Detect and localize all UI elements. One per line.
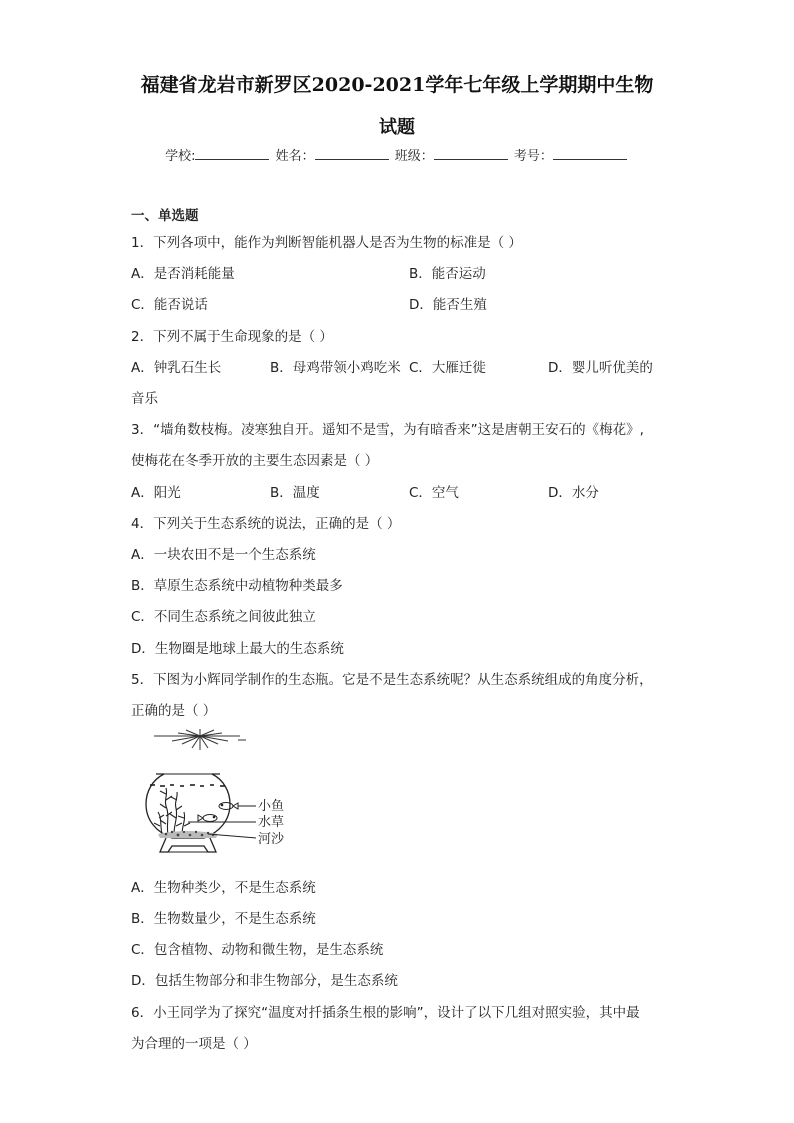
q4-option-b[interactable]: B．草原生态系统中动植物种类最多 [131,578,343,594]
q5-stem-line1: 5．下图为小辉同学制作的生态瓶。它是不是生态系统呢？从生态系统组成的角度分析， [131,672,653,688]
q4-stem: 4．下列关于生态系统的说法，正确的是（ ） [131,516,401,532]
label-grass: 水草 [258,815,285,830]
exam-title-line1: 福建省龙岩市新罗区2020-2021学年七年级上学期期中生物 [140,74,654,96]
q3-option-a[interactable]: A．阳光 [131,485,181,501]
q3-option-d[interactable]: D．水分 [548,485,599,501]
school-blank[interactable] [195,147,269,160]
eco-bottle-figure [138,728,308,863]
q2-option-d-continued: 音乐 [131,391,158,407]
q2-option-b[interactable]: B．母鸡带领小鸡吃米 [270,360,401,376]
q4-option-c[interactable]: C．不同生态系统之间彼此独立 [131,609,316,625]
q1-option-c[interactable]: C．能否说话 [131,297,208,313]
q3-stem-line2: 使梅花在冬季开放的主要生态因素是（ ） [131,453,379,469]
q1-option-a[interactable]: A．是否消耗能量 [131,266,235,282]
q3-stem-line1: 3．“墙角数枝梅。凌寒独自开。遥知不是雪，为有暗香来”这是唐朝王安石的《梅花》, [131,422,644,438]
school-label: 学校: [165,149,196,164]
label-sand: 河沙 [258,832,285,847]
q2-option-d[interactable]: D．婴儿听优美的 [548,360,653,376]
q1-option-d[interactable]: D．能否生殖 [409,297,487,313]
q2-stem: 2．下列不属于生命现象的是（ ） [131,329,333,345]
q3-option-b[interactable]: B．温度 [270,485,320,501]
q3-option-c[interactable]: C．空气 [409,485,459,501]
water-grass-icon [154,788,190,834]
exam-title-line2: 试题 [379,117,415,138]
name-label: 姓名： [275,149,315,164]
q6-stem-line1: 6．小王同学为了探究“温度对扦插条生根的影响”，设计了以下几组对照实验，其中最 [131,1005,640,1021]
q2-option-c[interactable]: C．大雁迁徙 [409,360,486,376]
q4-option-d[interactable]: D．生物圈是地球上最大的生态系统 [131,641,344,657]
sun-icon [154,729,246,750]
student-info-row [0,145,794,164]
fish-icon [198,803,238,822]
q1-stem: 1．下列各项中，能作为判断智能机器人是否为生物的标准是（ ） [131,235,522,251]
name-blank[interactable] [315,147,389,160]
q4-option-a[interactable]: A．一块农田不是一个生态系统 [131,547,316,563]
section-title: 一、单选题 [131,208,199,224]
class-blank[interactable] [434,147,508,160]
q5-option-c[interactable]: C．包含植物、动物和微生物，是生态系统 [131,942,384,958]
q6-stem-line2: 为合理的一项是（ ） [131,1036,257,1052]
q2-option-a[interactable]: A．钟乳石生长 [131,360,222,376]
water-surface [150,785,225,786]
number-label: 考号： [513,149,553,164]
q5-option-b[interactable]: B．生物数量少，不是生态系统 [131,911,316,927]
q5-option-a[interactable]: A．生物种类少，不是生态系统 [131,880,316,896]
label-fish: 小鱼 [258,799,285,814]
class-label: 班级： [394,149,434,164]
q1-option-b[interactable]: B．能否运动 [409,266,486,282]
number-blank[interactable] [553,147,627,160]
q5-option-d[interactable]: D．包括生物部分和非生物部分，是生态系统 [131,973,398,989]
q5-stem-line2: 正确的是（ ） [131,703,217,719]
